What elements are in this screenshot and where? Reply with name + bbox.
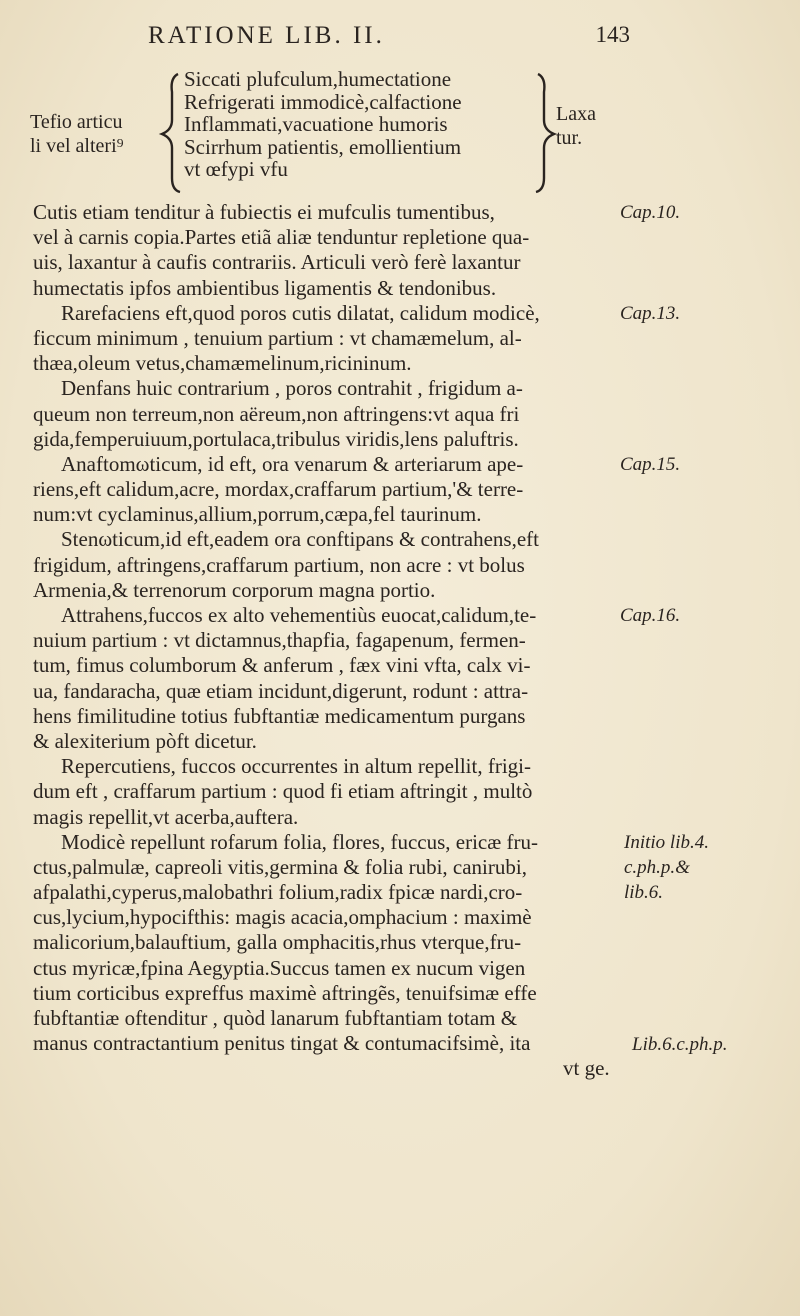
brace-diagram — [0, 62, 800, 202]
right-label-line: Laxa — [556, 103, 596, 125]
text-line: num:vt cyclaminus,allium,porrum,cæpa,fel taurinum. — [33, 502, 482, 527]
margin-note: c.ph.p.& — [624, 857, 690, 879]
text-line: nuium partium : vt dictamnus,thapfia, fagapenum, fermen- — [33, 628, 526, 653]
text-line: uis, laxantur à caufis contrariis. Articuli verò ferè laxantur — [33, 250, 521, 275]
brace-line: Siccati plufculum,humectatione — [184, 67, 452, 91]
page-number: 143 — [595, 22, 630, 47]
running-head — [148, 22, 780, 50]
text-line: Denfans huic contrarium , poros contrahit , frigidum a- — [61, 376, 523, 401]
running-head-title: RATIONE LIB. II. — [148, 22, 385, 49]
text-line: humectatis ipfos ambientibus ligamentis & tendonibus. — [33, 275, 497, 300]
body-text — [33, 200, 613, 1082]
right-brace — [536, 74, 554, 192]
text-line: thæa,oleum vetus,chamæmelinum,ricininum. — [33, 351, 412, 376]
right-label-line: tur. — [556, 127, 583, 149]
text-line: Stenωticum,id eft,eadem ora conftipans & contrahens,eft — [61, 527, 539, 552]
text-line: vt ge. — [563, 1056, 610, 1081]
text-line: ficcum minimum , tenuium partium : vt chamæmelum, al- — [33, 325, 522, 350]
brace-line: Inflammati,vacuatione humoris — [184, 112, 448, 136]
text-line: gida,femperuiuum,portulaca,tribulus viridis,lens paluftris. — [33, 426, 519, 451]
text-line: manus contractantium penitus tingat & contumacifsimè, ita — [33, 1031, 531, 1056]
brace-line: vt œfypi vfu — [184, 157, 288, 181]
text-line: cus,lycium,hypocifthis: magis acacia,omphacium : maximè — [33, 905, 532, 930]
text-line: magis repellit,vt acerba,auftera. — [33, 804, 299, 829]
text-line: & alexiterium pòft dicetur. — [33, 728, 257, 753]
text-line: queum non terreum,non aëreum,non aftringens:vt aqua fri — [33, 401, 520, 426]
text-line: malicorium,balauftium, galla omphacitis,rhus vterque,fru- — [33, 930, 522, 955]
text-line: frigidum, aftringens,craffarum partium, non acre : vt bolus — [33, 552, 525, 577]
margin-note: Cap.15. — [620, 454, 681, 475]
text-line: hens fimilitudine totius fubftantiæ medicamentum purgans — [33, 703, 526, 728]
left-label-line: li vel alteri⁹ — [30, 135, 124, 157]
text-line: Repercutiens, fuccos occurrentes in altum repellit, frigi- — [61, 754, 531, 779]
text-line: ua, fandaracha, quæ etiam incidunt,digerunt, rodunt : attra- — [33, 678, 529, 703]
brace-line: Refrigerati immodicè,calfactione — [184, 89, 462, 114]
text-line: ctus myricæ,fpina Aegyptia.Succus tamen ex nucum vigen — [33, 955, 526, 980]
text-line: fubftantiæ oftenditur , quòd lanarum fubftantiam totam & — [33, 1006, 518, 1030]
text-line: tum, fimus columborum & anferum , fæx vini vfta, calx vi- — [33, 653, 531, 678]
margin-note: Cap.16. — [620, 605, 681, 627]
text-line: vel à carnis copia.Partes etiã aliæ tenduntur repletione qua- — [33, 225, 530, 250]
left-label-line: Tefio articu — [30, 111, 123, 133]
left-brace — [162, 74, 180, 192]
text-line: Modicè repellunt rofarum folia, flores, fuccus, ericæ fru- — [61, 829, 538, 854]
margin-note: Initio lib.4. — [624, 832, 709, 853]
text-line: tium corticibus expreffus maximè aftringẽs, tenuifsimæ effe — [33, 980, 537, 1005]
right-label — [556, 102, 596, 150]
text-line: Rarefaciens eft,quod poros cutis dilatat, calidum modicè, — [61, 300, 540, 325]
text-line: dum eft , craffarum partium : quod fi etiam aftringit , multò — [33, 779, 533, 804]
text-line: Cutis etiam tenditur à fubiectis ei mufculis tumentibus, — [33, 200, 495, 224]
margin-note: Cap.13. — [620, 302, 681, 324]
brace-list — [184, 68, 462, 181]
text-line: Anaftomωticum, id eft, ora venarum & arteriarum ape- — [61, 451, 524, 476]
text-line: afpalathi,cyperus,malobathri folium,radix fpicæ nardi,cro- — [33, 880, 523, 905]
left-label — [30, 110, 160, 158]
margin-note: Lib.6.c.ph.p. — [632, 1033, 728, 1055]
text-line: riens,eft calidum,acre, mordax,craffarum partium,'& terre- — [33, 477, 524, 502]
brace-line: Scirrhum patientis, emollientium — [184, 134, 462, 159]
text-line: ctus,palmulæ, capreoli vitis,germina & folia rubi, canirubi, — [33, 854, 527, 879]
margin-note: Cap.10. — [620, 202, 681, 223]
margin-note: lib.6. — [624, 882, 664, 904]
text-line: Attrahens,fuccos ex alto vehementiùs euocat,calidum,te- — [61, 603, 537, 627]
text-line: Armenia,& terrenorum corporum magna portio. — [33, 577, 436, 602]
